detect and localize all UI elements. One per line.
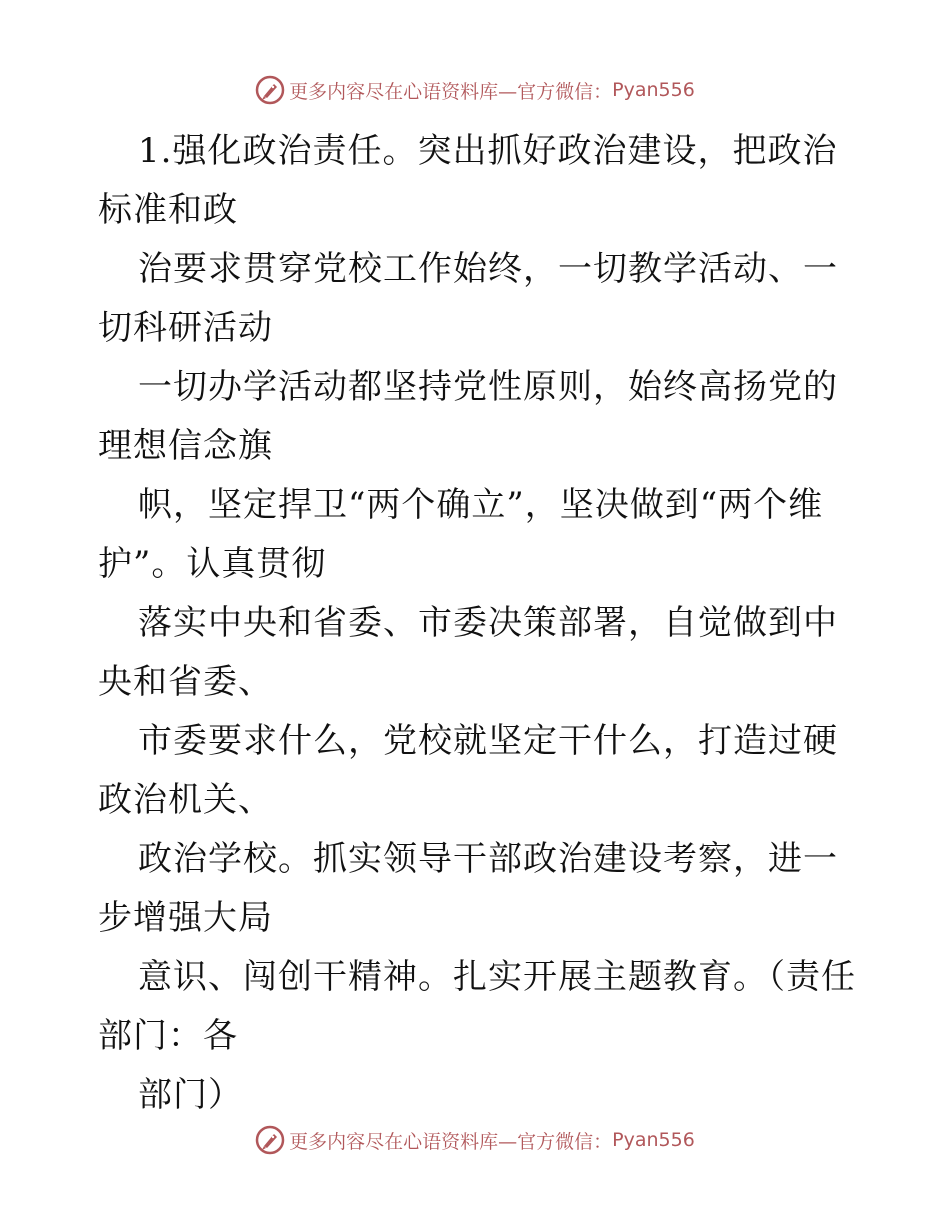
paragraph-line: 意识、闯创干精神。扎实开展主题教育。（责任部门：各 [98, 957, 856, 1056]
paragraph-line: 落实中央和省委、市委决策部署，自觉做到中央和省委、 [98, 603, 838, 702]
pen-nib-logo-icon [255, 1125, 285, 1155]
footer-banner-text: 更多内容尽在心语资料库—官方微信： [289, 1130, 613, 1153]
paragraph-line: 市委要求什么，党校就坚定干什么，打造过硬政治机关、 [98, 721, 838, 820]
footer-banner [0, 1120, 950, 1160]
header-wechat-id: Pyan556 [612, 79, 695, 101]
paragraph-line: 治要求贯穿党校工作始终，一切教学活动、一切科研活动 [98, 249, 838, 348]
paragraph-line: 政治学校。抓实领导干部政治建设考察，进一步增强大局 [98, 839, 838, 938]
header-banner [0, 70, 950, 110]
paragraph-line: 1.强化政治责任。突出抓好政治建设，把政治标准和政 [98, 131, 838, 230]
pen-nib-logo-icon [255, 75, 285, 105]
paragraph-line: 一切办学活动都坚持党性原则，始终高扬党的理想信念旗 [98, 367, 838, 466]
document-body [98, 122, 858, 1125]
header-banner-text: 更多内容尽在心语资料库—官方微信： [289, 80, 613, 103]
footer-wechat-id: Pyan556 [612, 1129, 695, 1151]
paragraph-line: 部门） [138, 1075, 243, 1115]
paragraph-line: 帜，坚定捍卫“两个确立”，坚决做到“两个维护”。认真贯彻 [98, 485, 824, 584]
